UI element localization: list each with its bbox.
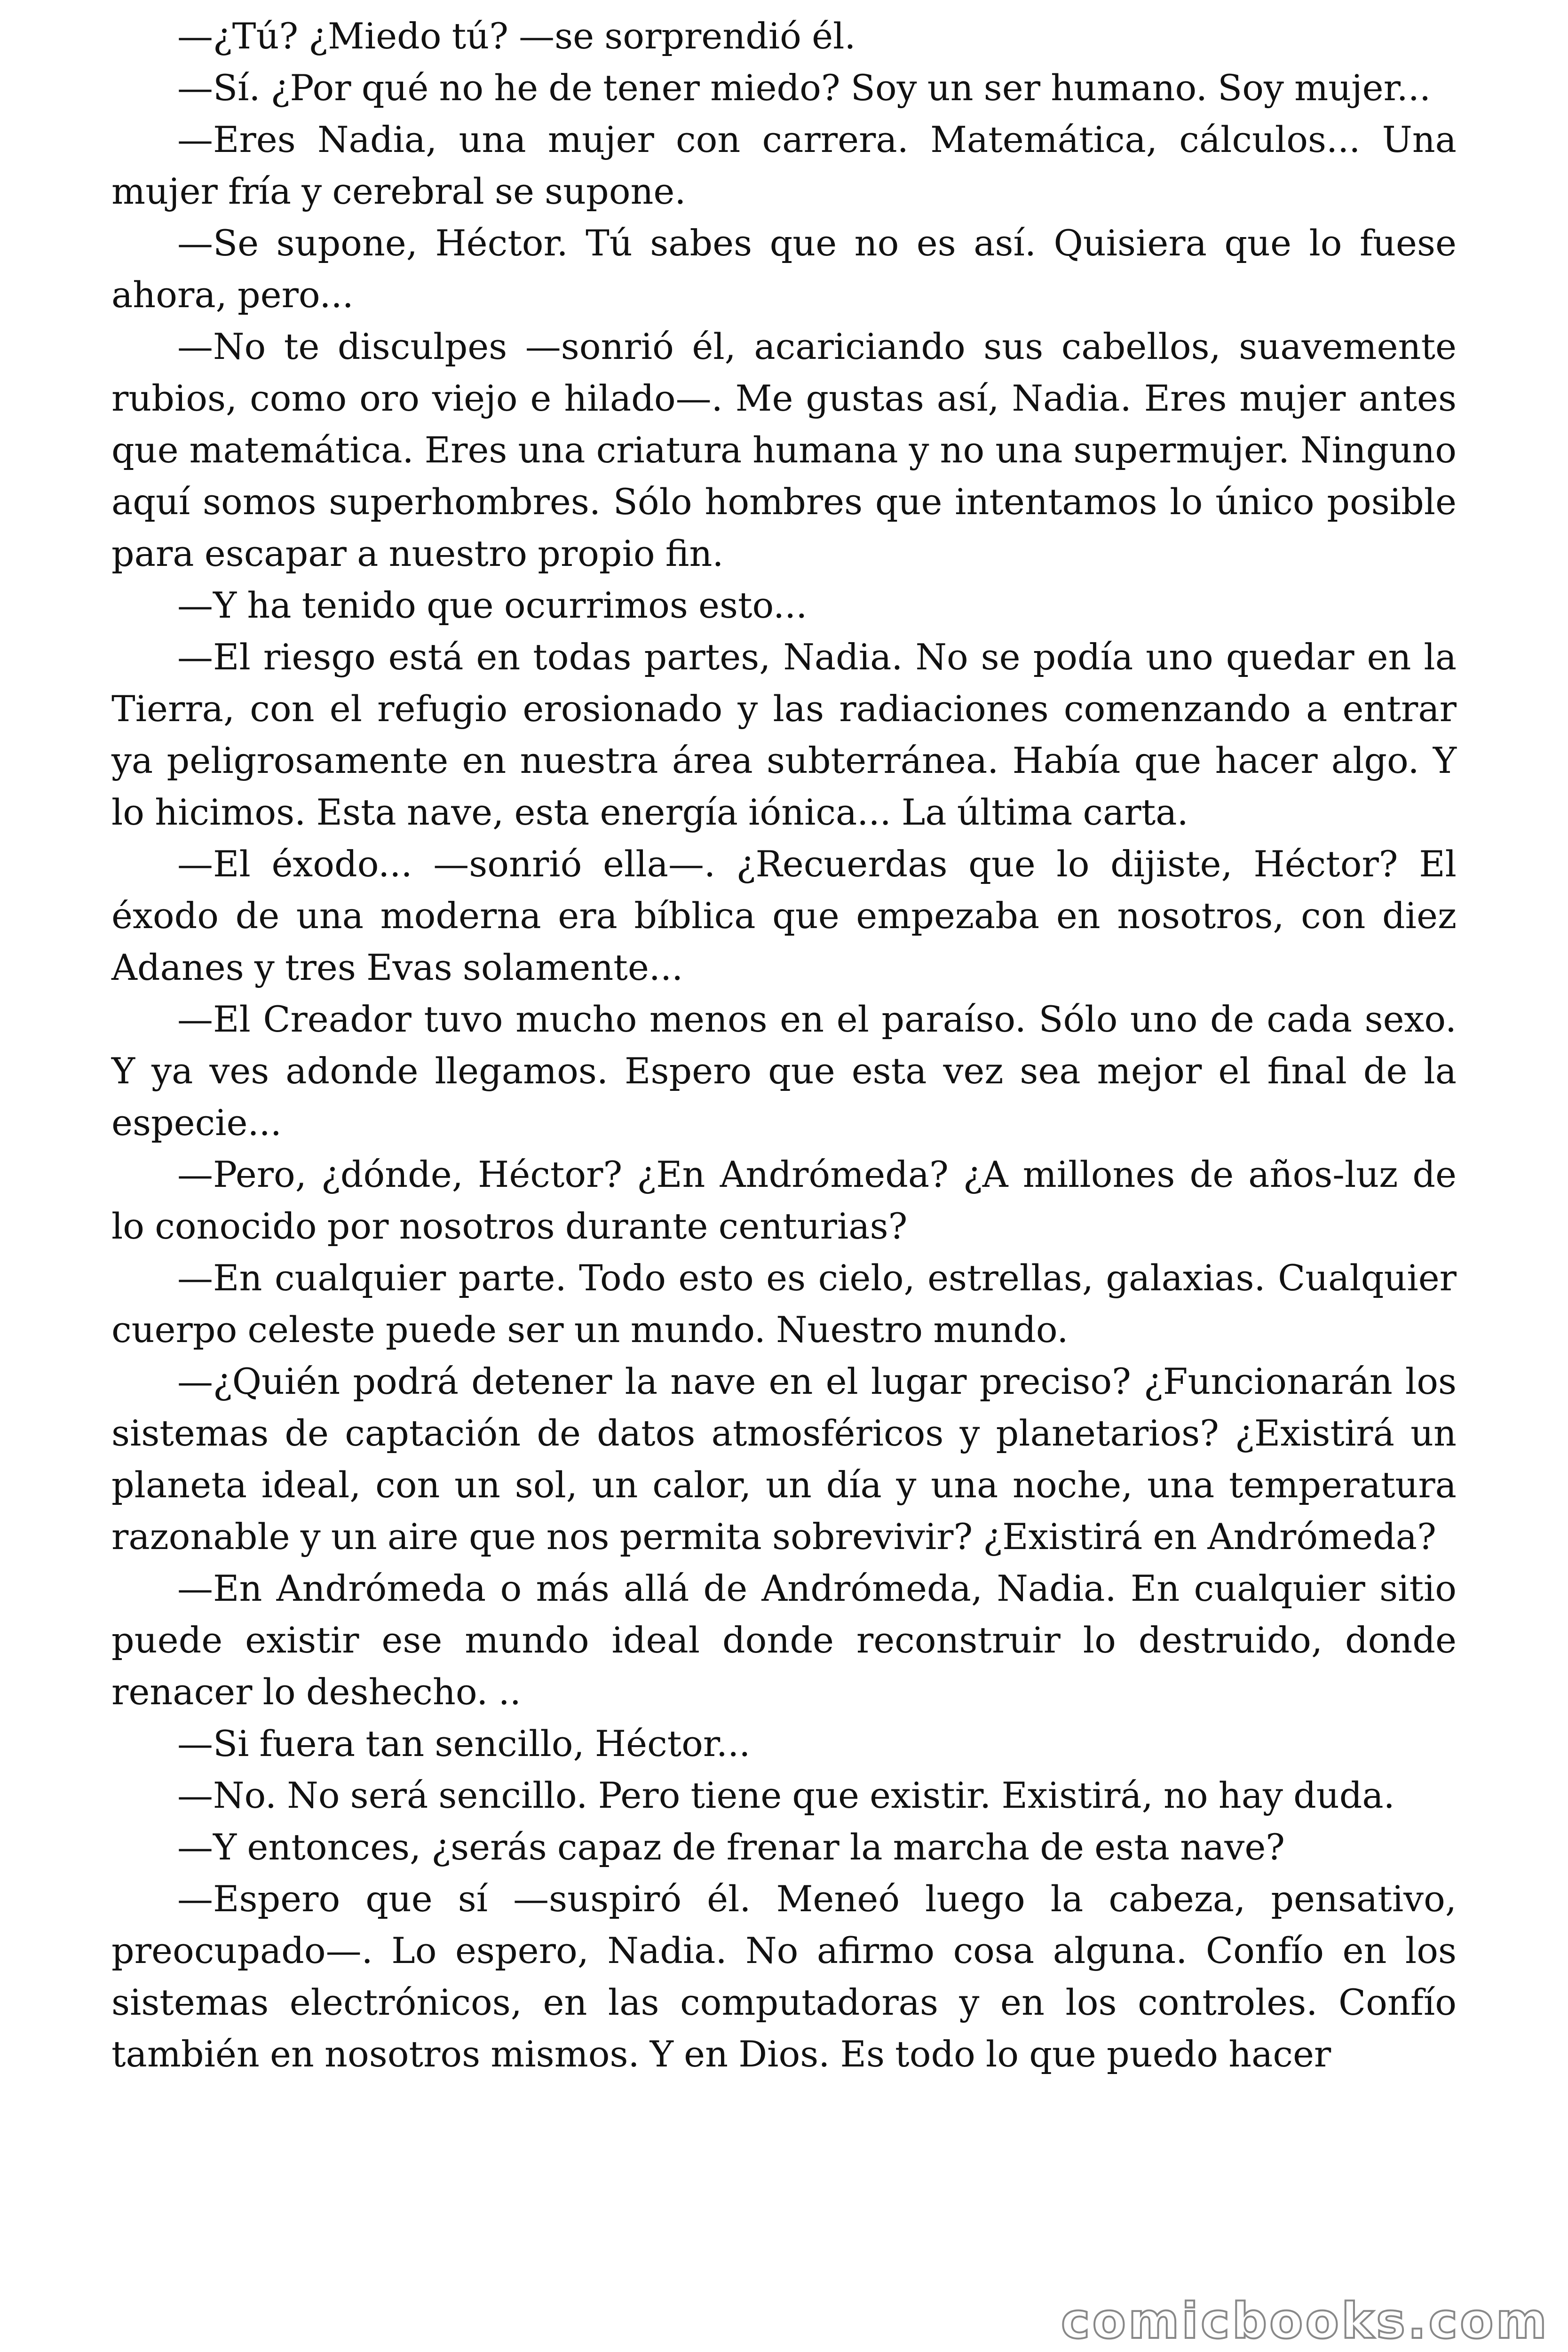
paragraph: —Espero que sí —suspiró él. Meneó luego la cabeza, pensativo, preocupado—. Lo espero, Nadia. No afirmo cosa alguna. Confío en los sistemas electrónicos, en las computadoras y en los controles. Confío también en nosotros mismos. Y en Dios. Es todo lo que puedo hacer — [111, 1878, 1457, 2075]
paragraph: —En cualquier parte. Todo esto es cielo, estrellas, galaxias. Cualquier cuerpo celeste puede ser un mundo. Nuestro mundo. — [111, 1257, 1457, 1351]
paragraph: —No te disculpes —sonrió él, acariciando sus cabellos, suavemente rubios, como oro viejo e hilado—. Me gustas así, Nadia. Eres mujer antes que matemática. Eres una criatura humana y no una supermujer. Ninguno aquí somos superhombres. Sólo hombres que intentamos lo único posible para escapar a nuestro propio fin. — [111, 326, 1457, 574]
paragraph: —En Andrómeda o más allá de Andrómeda, Nadia. En cualquier sitio puede existir ese mundo ideal donde reconstruir lo destruido, donde renacer lo deshecho. .. — [111, 1567, 1457, 1713]
paragraph: —El riesgo está en todas partes, Nadia. No se podía uno quedar en la Tierra, con el refugio erosionado y las radiaciones comenzando a entrar ya peligrosamente en nuestra área subterránea. Había que hacer algo. Y lo hicimos. Esta nave, esta energía iónica... La última carta. — [111, 636, 1457, 833]
paragraph: —El Creador tuvo mucho menos en el paraíso. Sólo uno de cada sexo. Y ya ves adonde llegamos. Espero que esta vez sea mejor el final de la especie... — [111, 998, 1457, 1144]
paragraph: —¿Tú? ¿Miedo tú? —se sorprendió él. — [177, 15, 856, 57]
paragraph: —Y entonces, ¿serás capaz de frenar la marcha de esta nave? — [177, 1826, 1285, 1868]
paragraph: —Sí. ¿Por qué no he de tener miedo? Soy un ser humano. Soy mujer... — [177, 67, 1431, 109]
paragraph: —Eres Nadia, una mujer con carrera. Matemática, cálculos... Una mujer fría y cerebral se supone. — [111, 119, 1457, 212]
paragraph: —Si fuera tan sencillo, Héctor... — [177, 1723, 751, 1764]
paragraph: —Y ha tenido que ocurrimos esto... — [177, 584, 808, 626]
paragraph: —Se supone, Héctor. Tú sabes que no es así. Quisiera que lo fuese ahora, pero... — [111, 222, 1457, 316]
paragraph: —¿Quién podrá detener la nave en el lugar preciso? ¿Funcionarán los sistemas de captación de datos atmosféricos y planetarios? ¿Existirá un planeta ideal, con un sol, un calor, un día y una noche, una temperatura razonable y un aire que nos permita sobrevivir? ¿Existirá en Andrómeda? — [111, 1360, 1457, 1557]
document-page — [111, 10, 1457, 2080]
paragraph: —El éxodo... —sonrió ella—. ¿Recuerdas que lo dijiste, Héctor? El éxodo de una moderna era bíblica que empezaba en nosotros, con diez Adanes y tres Evas solamente... — [111, 843, 1457, 988]
paragraph: —Pero, ¿dónde, Héctor? ¿En Andrómeda? ¿A millones de años-luz de lo conocido por nosotros durante centurias? — [111, 1153, 1457, 1247]
watermark-logo: comicbooks.com — [1061, 2292, 1549, 2350]
paragraph: —No. No será sencillo. Pero tiene que existir. Existirá, no hay duda. — [177, 1774, 1395, 1816]
